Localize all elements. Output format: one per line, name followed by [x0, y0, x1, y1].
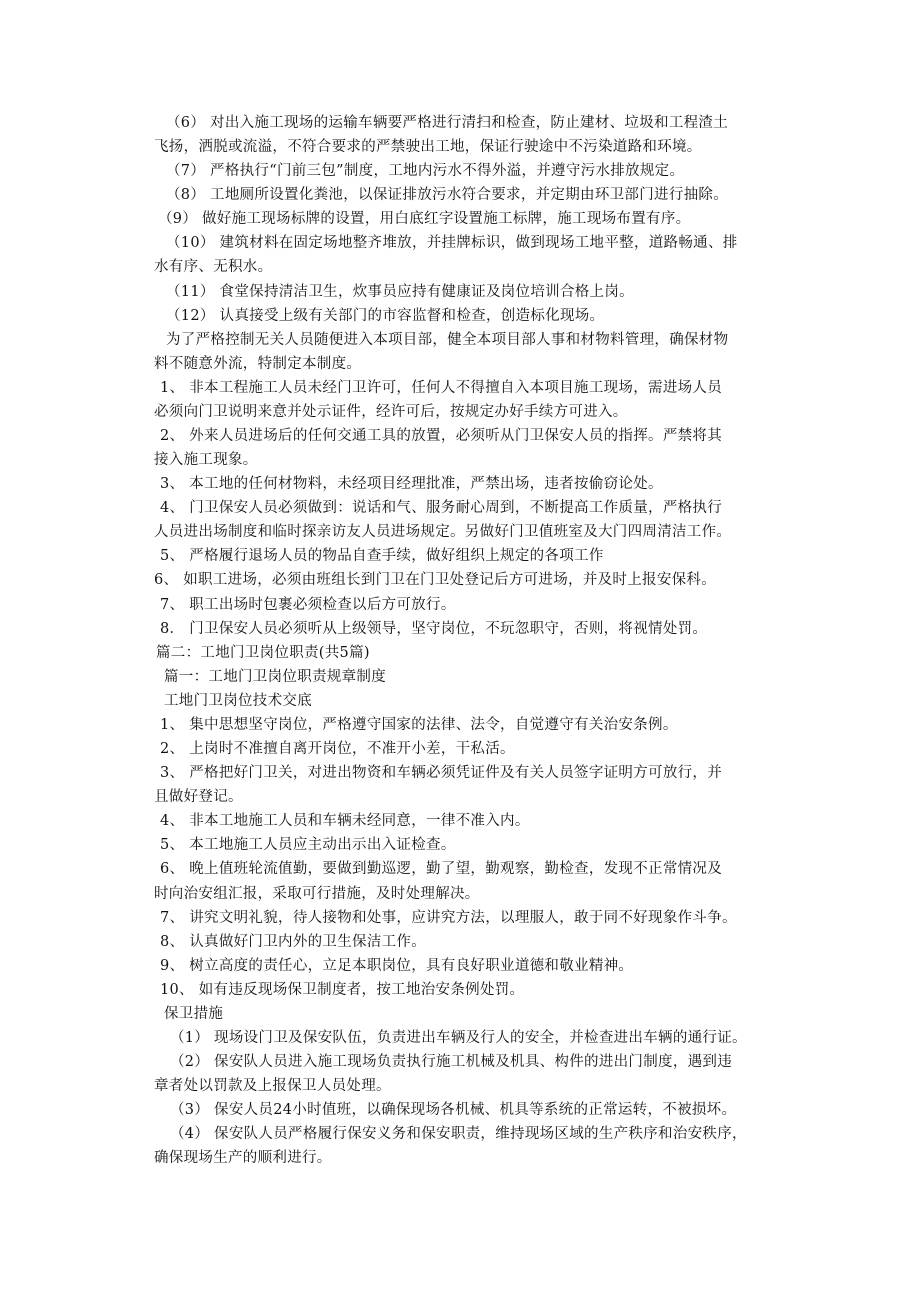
text-line: 时向治安组汇报，采取可行措施，及时处理解决。 [154, 886, 480, 902]
text-line: 2、 外来人员进场后的任何交通工具的放置，必须听从门卫保安人员的指挥。严禁将其 [160, 428, 723, 444]
text-line: （12） 认真接受上级有关部门的市容监督和检查，创造标化现场。 [166, 308, 605, 324]
text-line: （2） 保安队人员进入施工现场负责执行施工机械及机具、构件的进出门制度，遇到违 [170, 1054, 733, 1070]
text-line: （9） 做好施工现场标牌的设置，用白底红字设置施工标牌，施工现场布置有序。 [158, 211, 691, 227]
text-line: 6、 晚上值班轮流值勤，要做到勤巡逻，勤了望，勤观察，勤检查，发现不正常情况及 [160, 861, 723, 877]
text-line: （7） 严格执行“门前三包”制度，工地内污水不得外溢，并遵守污水排放规定。 [166, 163, 685, 179]
text-line: 5、 严格履行退场人员的物品自查手续，做好组织上规定的各项工作 [160, 548, 604, 564]
text-line: 6、 如职工进场，必须由班组长到门卫在门卫处登记后方可进场，并及时上报安保科。 [154, 572, 717, 588]
text-line: 1、 非本工程施工人员未经门卫许可，任何人不得擅自入本项目施工现场，需进场人员 [160, 380, 723, 396]
text-line: 10、 如有违反现场保卫制度者，按工地治安条例处罚。 [160, 982, 525, 998]
text-line: 5、 本工地施工人员应主动出示出入证检查。 [160, 837, 456, 853]
text-line: 篇二：工地门卫岗位职责(共5篇) [156, 645, 370, 661]
text-line: 且做好登记。 [154, 789, 243, 805]
text-line: 料不随意外流，特制定本制度。 [154, 356, 362, 372]
text-line: 章者处以罚款及上报保卫人员处理。 [154, 1078, 391, 1094]
text-line: 人员进出场制度和临时探亲访友人员进场规定。另做好门卫值班室及大门四周清洁工作。 [154, 524, 732, 540]
text-line: （4） 保安队人员严格履行保安义务和保安职责，维持现场区域的生产秩序和治安秩序， [170, 1126, 747, 1142]
text-line: （11） 食堂保持清洁卫生，炊事员应持有健康证及岗位培训合格上岗。 [166, 284, 634, 300]
text-line: （3） 保安人员24小时值班，以确保现场各机械、机具等系统的正常运转，不被损坏。 [170, 1102, 737, 1118]
text-line: 飞扬，洒脱或流溢，不符合要求的严禁驶出工地，保证行驶途中不污染道路和环境。 [154, 139, 702, 155]
text-line: 3、 本工地的任何材物料，未经项目经理批准，严禁出场，违者按偷窃论处。 [160, 476, 663, 492]
text-line: （1） 现场设门卫及保安队伍，负责进出车辆及行人的安全，并检查进出车辆的通行证。 [170, 1030, 747, 1046]
text-line: 8． 门卫保安人员必须听从上级领导，坚守岗位，不玩忽职守，否则，将视情处罚。 [160, 621, 708, 637]
text-line: 保卫措施 [164, 1006, 224, 1022]
text-line: 接入施工现象。 [154, 452, 258, 468]
text-line: 2、 上岗时不准擅自离开岗位，不准开小差，干私活。 [160, 741, 515, 757]
text-line: 为了严格控制无关人员随便进入本项目部，健全本项目部人事和材物料管理，确保材物 [166, 332, 729, 348]
text-line: 7、 讲究文明礼貌，待人接物和处事，应讲究方法，以理服人，敢于同不好现象作斗争。 [160, 910, 737, 926]
text-line: 9、 树立高度的责任心，立足本职岗位，具有良好职业道德和敬业精神。 [160, 958, 634, 974]
text-line: 确保现场生产的顺利进行。 [154, 1150, 332, 1166]
text-line: （10） 建筑材料在固定场地整齐堆放，并挂牌标识，做到现场工地平整，道路畅通、排 [166, 235, 738, 251]
text-line: 必须向门卫说明来意并处示证件，经许可后，按规定办好手续方可进入。 [154, 404, 628, 420]
text-line: 篇一：工地门卫岗位职责规章制度 [164, 669, 386, 685]
text-line: 水有序、无积水。 [154, 259, 273, 275]
text-line: 8、 认真做好门卫内外的卫生保洁工作。 [160, 934, 427, 950]
text-line: 工地门卫岗位技术交底 [164, 693, 312, 709]
text-line: 4、 门卫保安人员必须做到：说话和气、服务耐心周到，不断提高工作质量，严格执行 [160, 500, 723, 516]
text-line: 4、 非本工地施工人员和车辆未经同意，一律不准入内。 [160, 813, 530, 829]
text-line: 7、 职工出场时包裹必须检查以后方可放行。 [160, 597, 456, 613]
text-line: （6） 对出入施工现场的运输车辆要严格进行清扫和检查，防止建材、垃圾和工程渣土 [166, 115, 729, 131]
text-line: 3、 严格把好门卫关，对进出物资和车辆必须凭证件及有关人员签字证明方可放行，并 [160, 765, 723, 781]
text-line: 1、 集中思想坚守岗位，严格遵守国家的法律、法令，自觉遵守有关治安条例。 [160, 717, 678, 733]
text-line: （8） 工地厕所设置化粪池，以保证排放污水符合要求，并定期由环卫部门进行抽除。 [166, 187, 729, 203]
